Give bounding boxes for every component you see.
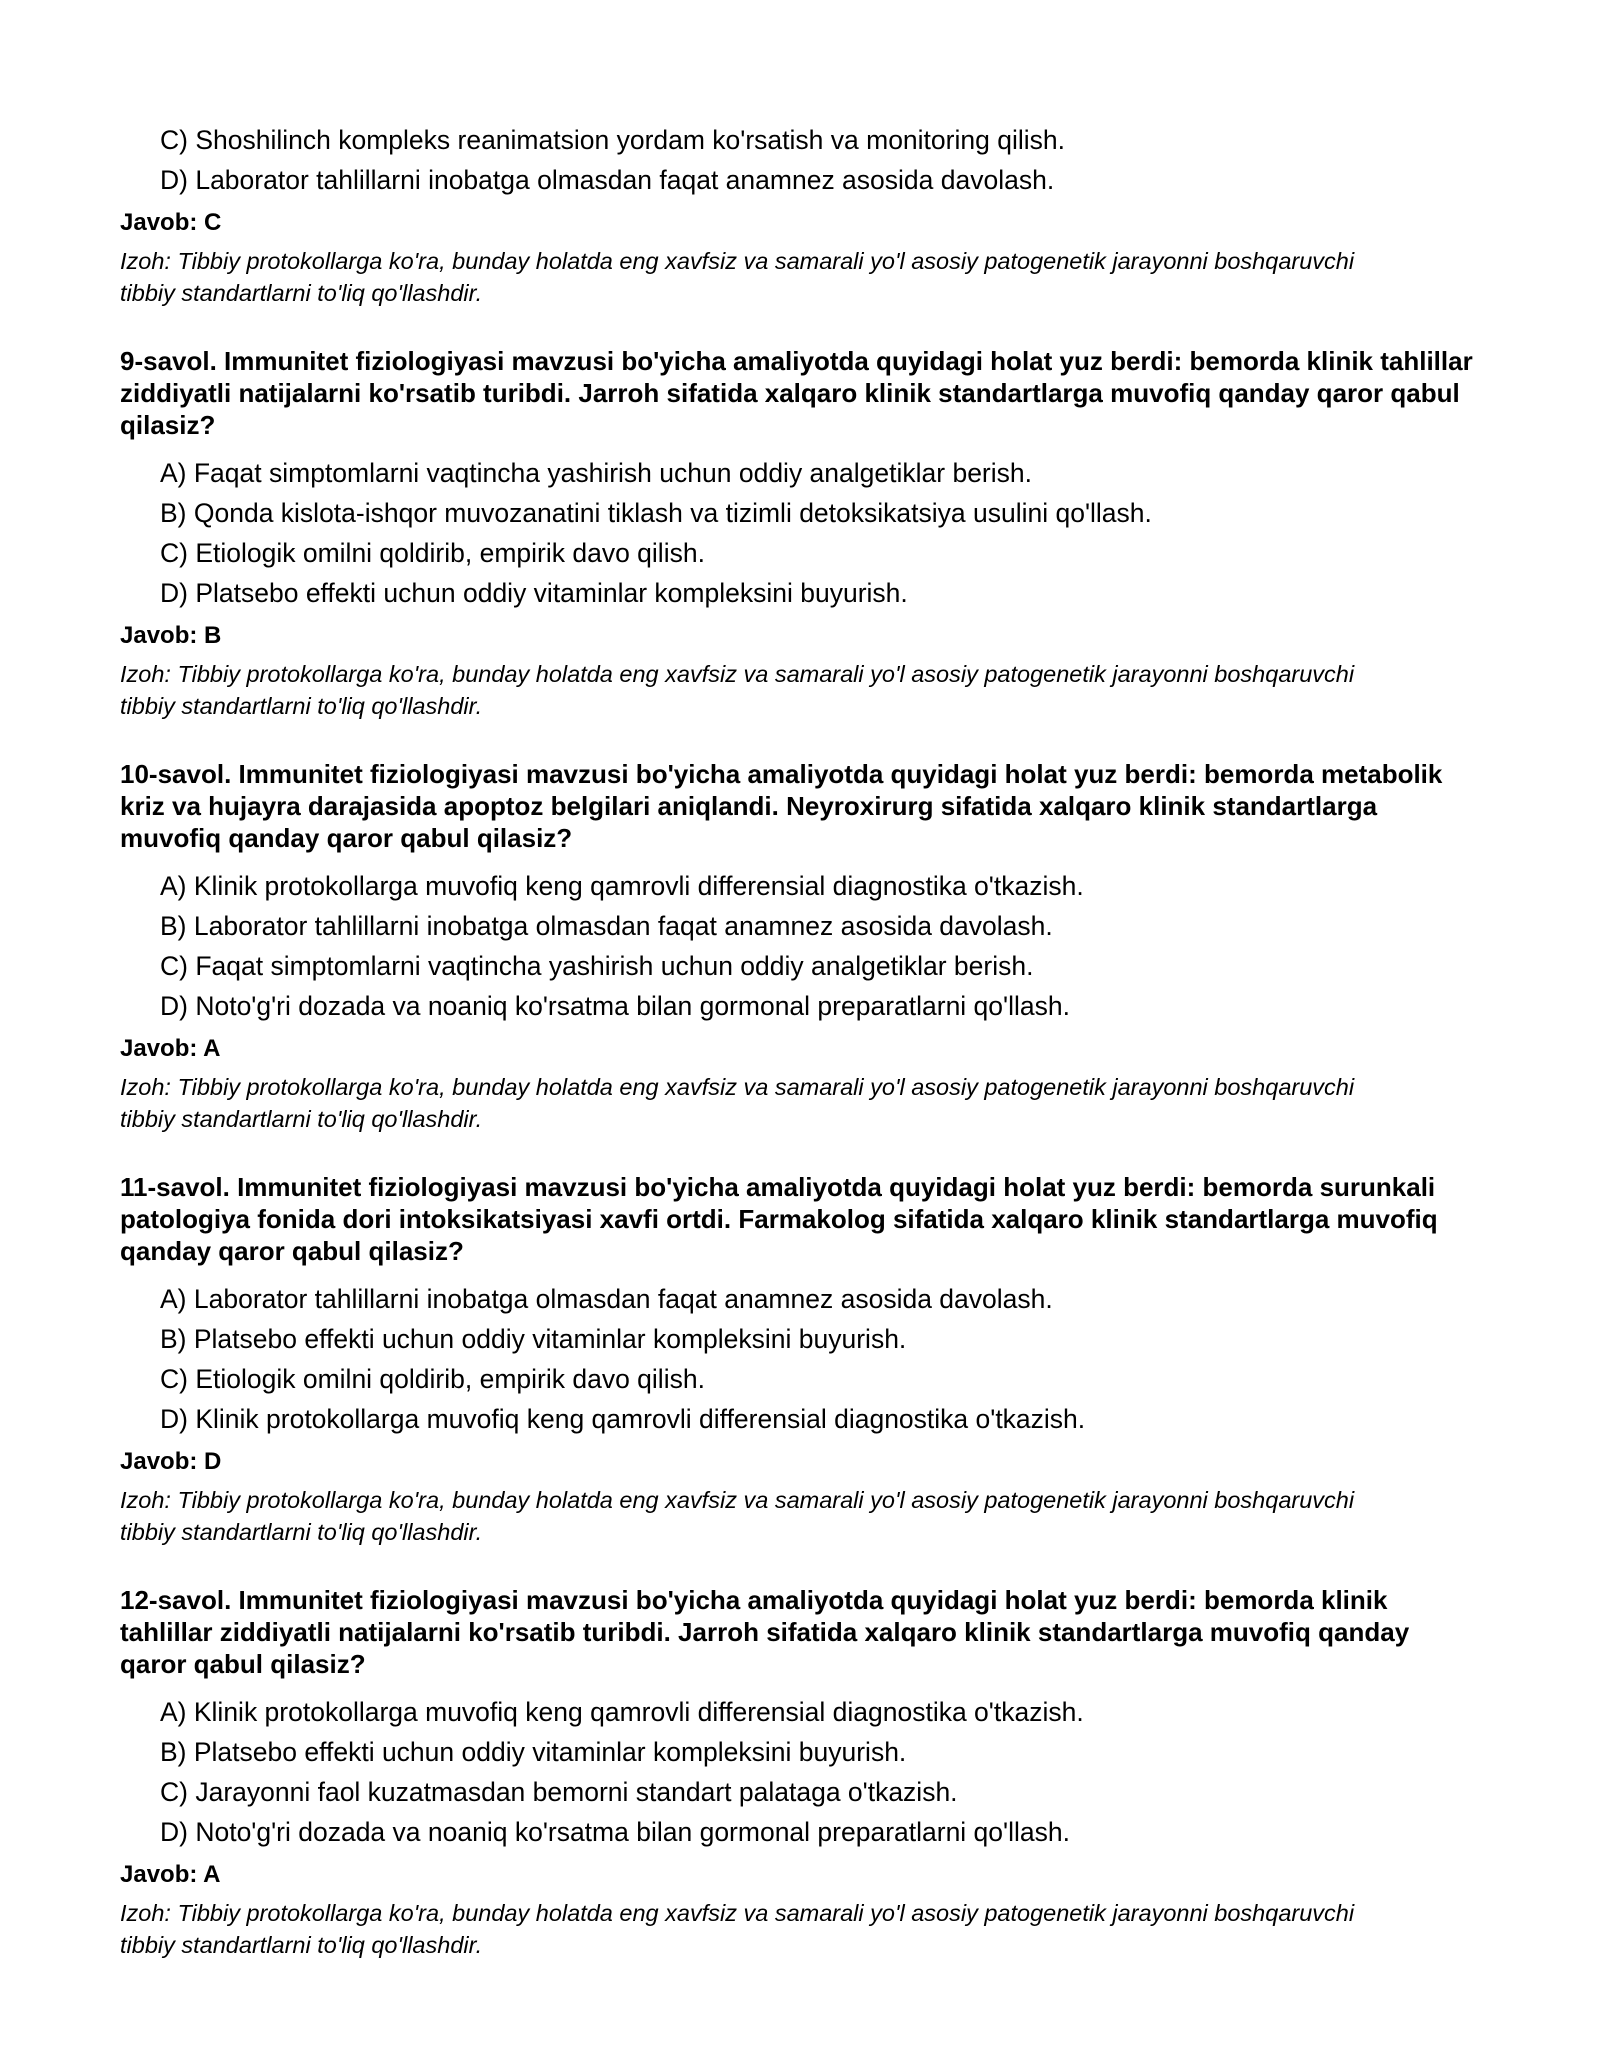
question-12 — [120, 1584, 1480, 1961]
answer-label: Javob: A — [120, 1035, 221, 1062]
explanation-note: Izoh: Tibbiy protokollarga ko'ra, bunday holatda eng xavfsiz va samarali yo'l asosiy patogenetik jarayonni boshqaruvchi tibbiy standartlarni to'liq qo'llashdir. — [120, 1487, 1355, 1545]
option-c: C) Etiologik omilni qoldirib, empirik davo qilish. — [160, 1364, 705, 1394]
explanation-note: Izoh: Tibbiy protokollarga ko'ra, bunday holatda eng xavfsiz va samarali yo'l asosiy patogenetik jarayonni boshqaruvchi tibbiy standartlarni to'liq qo'llashdir. — [120, 1900, 1355, 1958]
explanation-note: Izoh: Tibbiy protokollarga ko'ra, bunday holatda eng xavfsiz va samarali yo'l asosiy patogenetik jarayonni boshqaruvchi tibbiy standartlarni to'liq qo'llashdir. — [120, 661, 1355, 719]
option-a: A) Laborator tahlillarni inobatga olmasdan faqat anamnez asosida davolash. — [160, 1284, 1053, 1314]
option-d: D) Laborator tahlillarni inobatga olmasdan faqat anamnez asosida davolash. — [160, 165, 1055, 195]
option-b: B) Laborator tahlillarni inobatga olmasdan faqat anamnez asosida davolash. — [160, 911, 1053, 941]
option-a: A) Faqat simptomlarni vaqtincha yashirish uchun oddiy analgetiklar berish. — [160, 458, 1032, 488]
question-text: 9-savol. Immunitet fiziologiyasi mavzusi bo'yicha amaliyotda quyidagi holat yuz berdi: bemorda klinik tahlillar ziddiyatli natijalarni ko'rsatib turibdi. Jarroh sifatida xalqaro klinik standartlarga muvofiq qanday qaror qabul qilasiz? — [120, 346, 1473, 440]
option-c: C) Shoshilinch kompleks reanimatsion yordam ko'rsatish va monitoring qilish. — [160, 125, 1065, 155]
question-9 — [120, 345, 1480, 722]
option-c: C) Etiologik omilni qoldirib, empirik davo qilish. — [160, 538, 705, 568]
option-d: D) Noto'g'ri dozada va noaniq ko'rsatma bilan gormonal preparatlarni qo'llash. — [160, 1817, 1070, 1847]
option-c: C) Jarayonni faol kuzatmasdan bemorni standart palataga o'tkazish. — [160, 1777, 958, 1807]
answer-label: Javob: B — [120, 622, 222, 649]
question-10 — [120, 758, 1480, 1135]
question-text: 10-savol. Immunitet fiziologiyasi mavzusi bo'yicha amaliyotda quyidagi holat yuz berdi: bemorda metabolik kriz va hujayra darajasida apoptoz belgilari aniqlandi. Neyroxirurg sifatida xalqaro klinik standartlarga muvofiq qanday qaror qabul qilasiz? — [120, 759, 1443, 853]
explanation-note: Izoh: Tibbiy protokollarga ko'ra, bunday holatda eng xavfsiz va samarali yo'l asosiy patogenetik jarayonni boshqaruvchi tibbiy standartlarni to'liq qo'llashdir. — [120, 1074, 1355, 1132]
option-a: A) Klinik protokollarga muvofiq keng qamrovli differensial diagnostika o'tkazish. — [160, 871, 1084, 901]
explanation-note: Izoh: Tibbiy protokollarga ko'ra, bunday holatda eng xavfsiz va samarali yo'l asosiy patogenetik jarayonni boshqaruvchi tibbiy standartlarni to'liq qo'llashdir. — [120, 248, 1355, 306]
answer-label: Javob: D — [120, 1448, 222, 1475]
option-d: D) Noto'g'ri dozada va noaniq ko'rsatma bilan gormonal preparatlarni qo'llash. — [160, 991, 1070, 1021]
question-11 — [120, 1171, 1480, 1548]
document-page — [120, 120, 1480, 1961]
question-text: 11-savol. Immunitet fiziologiyasi mavzusi bo'yicha amaliyotda quyidagi holat yuz berdi: bemorda surunkali patologiya fonida dori intoksikatsiyasi xavfi ortdi. Farmakolog sifatida xalqaro klinik standartlarga muvofiq qanday qaror qabul qilasiz? — [120, 1172, 1438, 1266]
answer-label: Javob: A — [120, 1861, 221, 1888]
option-a: A) Klinik protokollarga muvofiq keng qamrovli differensial diagnostika o'tkazish. — [160, 1697, 1084, 1727]
option-b: B) Platsebo effekti uchun oddiy vitaminlar kompleksini buyurish. — [160, 1324, 907, 1354]
option-d: D) Platsebo effekti uchun oddiy vitaminlar kompleksini buyurish. — [160, 578, 908, 608]
question-text: 12-savol. Immunitet fiziologiyasi mavzusi bo'yicha amaliyotda quyidagi holat yuz berdi: bemorda klinik tahlillar ziddiyatli natijalarni ko'rsatib turibdi. Jarroh sifatida xalqaro klinik standartlarga muvofiq qanday qaror qabul qilasiz? — [120, 1585, 1410, 1679]
partial-question-8 — [120, 120, 1480, 309]
option-d: D) Klinik protokollarga muvofiq keng qamrovli differensial diagnostika o'tkazish. — [160, 1404, 1086, 1434]
answer-label: Javob: C — [120, 209, 222, 236]
option-c: C) Faqat simptomlarni vaqtincha yashirish uchun oddiy analgetiklar berish. — [160, 951, 1034, 981]
option-b: B) Qonda kislota-ishqor muvozanatini tiklash va tizimli detoksikatsiya usulini qo'llash. — [160, 498, 1152, 528]
option-b: B) Platsebo effekti uchun oddiy vitaminlar kompleksini buyurish. — [160, 1737, 907, 1767]
